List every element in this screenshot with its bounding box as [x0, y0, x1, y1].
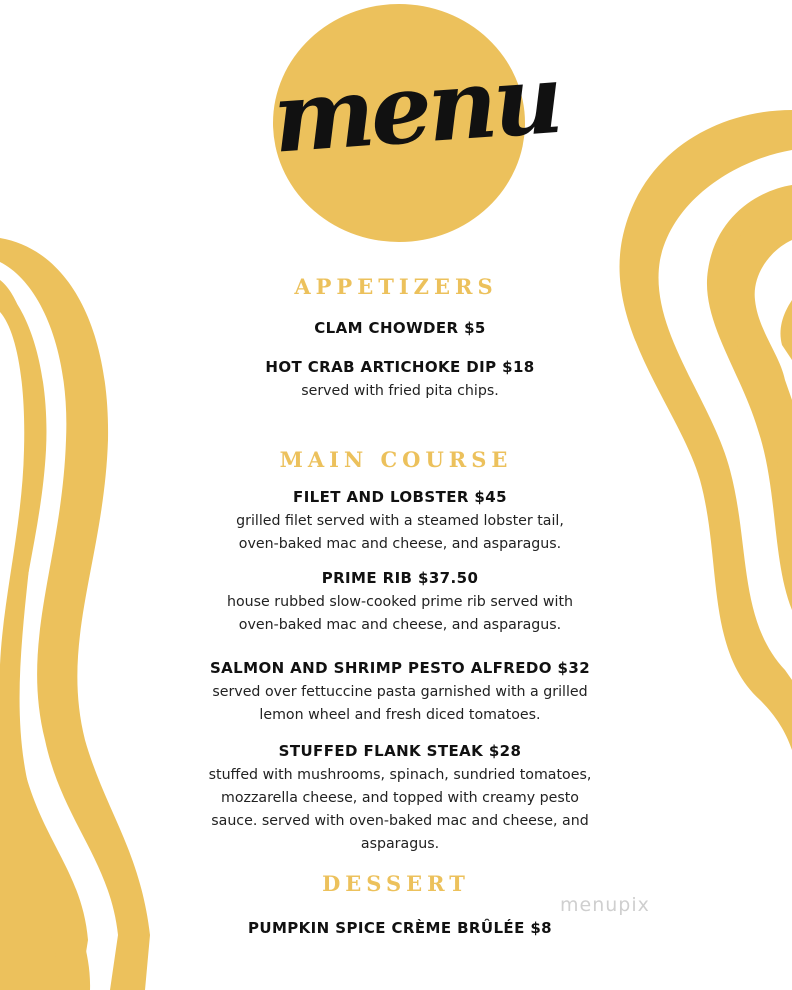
menu-item-description: stuffed with mushrooms, spinach, sundried tomatoes,	[208, 767, 592, 783]
menu-item-name: HOT CRAB ARTICHOKE DIP $18	[265, 358, 535, 376]
menu-item-name: CLAM CHOWDER $5	[314, 319, 486, 337]
right-swirl-decoration	[620, 110, 792, 750]
menu-item-description: oven-baked mac and cheese, and asparagus.	[238, 617, 562, 633]
menu-item-description: house rubbed slow-cooked prime rib served with	[226, 594, 574, 610]
menu-title: menu	[269, 41, 563, 175]
menu-item-name: PUMPKIN SPICE CRÈME BRÛLÉE $8	[247, 919, 553, 937]
menu-item-description: mozzarella cheese, and topped with creamy pesto	[221, 790, 579, 806]
menu-item-description: grilled filet served with a steamed lobster tail,	[236, 513, 564, 529]
menu-item-description: asparagus.	[360, 836, 440, 852]
section-heading-main-course: MAIN COURSE	[279, 447, 513, 472]
watermark: menupix	[560, 894, 650, 916]
menu-item-description: sauce. served with oven-baked mac and cheese, and	[211, 813, 589, 829]
menu-item-description: lemon wheel and fresh diced tomatoes.	[259, 707, 541, 723]
menu-item-name: STUFFED FLANK STEAK $28	[278, 742, 522, 760]
menu-item-name: SALMON AND SHRIMP PESTO ALFREDO $32	[209, 659, 591, 677]
menu-item-name: FILET AND LOBSTER $45	[293, 488, 507, 506]
section-heading-appetizers: APPETIZERS	[294, 274, 498, 299]
menu-item-description: served with fried pita chips.	[301, 383, 499, 399]
menu-item-description: served over fettuccine pasta garnished with a grilled	[212, 684, 588, 700]
menu-item-name: PRIME RIB $37.50	[321, 569, 479, 587]
menu-item-description: oven-baked mac and cheese, and asparagus.	[238, 536, 562, 552]
section-heading-dessert: DESSERT	[322, 871, 470, 896]
